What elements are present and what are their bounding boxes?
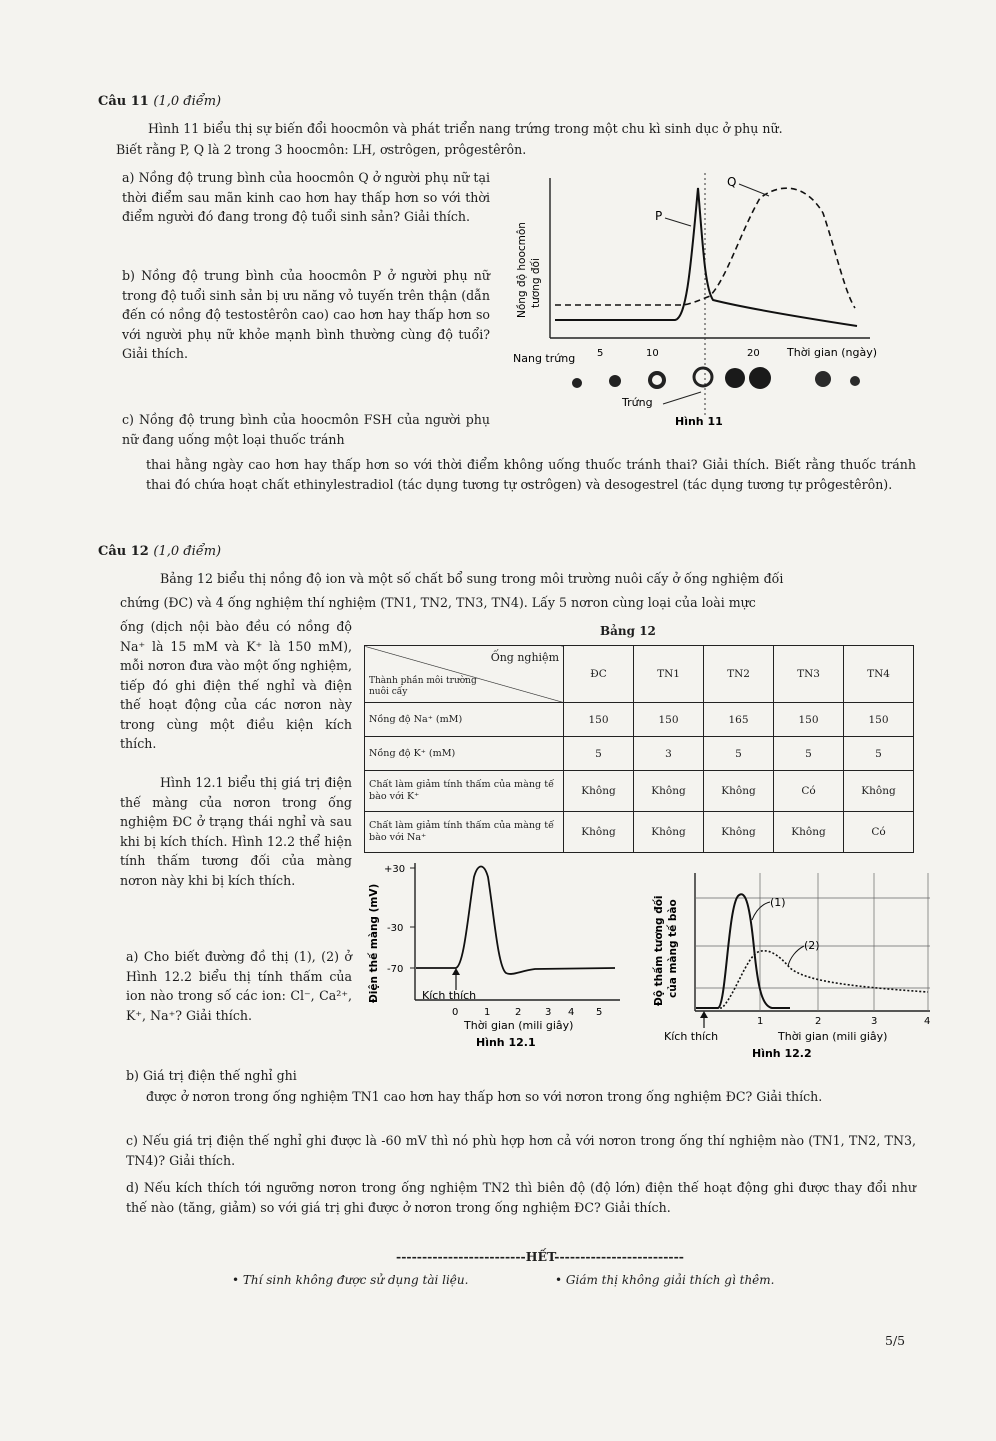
- table-row: [365, 812, 914, 853]
- table12-header-row: [365, 646, 914, 703]
- q12-part-c: c) Nếu giá trị điện thế nghỉ ghi được là -60 mV thì nó phù hợp hơn cả với nơron trong ống thí nghiệm nào (TN1, TN2, TN3, TN4)? Giải thích.: [126, 1133, 916, 1168]
- table-row: [365, 737, 914, 771]
- q12-title: Câu 12: [98, 544, 149, 559]
- table12-col-tn3: TN3: [774, 646, 844, 703]
- fig121-xtick: 1: [484, 1007, 491, 1018]
- fig11-tick-10: 10: [646, 348, 659, 359]
- table12-header-bottom: Thành phần môi trường nuôi cấy: [369, 676, 477, 697]
- fig11-egg-pointer: [663, 392, 701, 404]
- table-cell: 150: [844, 703, 914, 737]
- fig11-caption: Hình 11: [675, 415, 723, 428]
- table-cell: 165: [704, 703, 774, 737]
- table-cell: Không: [774, 812, 844, 853]
- q11-part-a: a) Nồng độ trung bình của hoocmôn Q ở người phụ nữ tại thời điểm sau mãn kinh cao hơn hay thấp hơn so với thời điểm người đó đang trong độ tuổi sinh sản? Giải thích.: [122, 170, 490, 224]
- table-cell: 3: [634, 737, 704, 771]
- table12-caption: Bảng 12: [600, 624, 656, 638]
- fig121-ytick: -30: [387, 923, 404, 934]
- fig121-ytick: +30: [384, 864, 406, 875]
- table12-col-tn1: TN1: [634, 646, 704, 703]
- fig121-xtick: 2: [515, 1007, 522, 1018]
- fig122-ylabel-1: Độ thấm tương đối: [653, 895, 665, 1006]
- table-row: [365, 771, 914, 812]
- footer-note-1: • Thí sinh không được sử dụng tài liệu.: [232, 1273, 469, 1287]
- fig11-egg-label: Trứng: [622, 396, 653, 409]
- table12-col-tn4: TN4: [844, 646, 914, 703]
- fig121-stimulus-arrowhead: [452, 968, 460, 975]
- q11-intro-1: Hình 11 biểu thị sự biến đổi hoocmôn và phát triển nang trứng trong một chu kì sinh dục ở phụ nữ.: [148, 121, 783, 136]
- fig11-ylabel-2: tương đối: [530, 258, 542, 308]
- fig121-xtick: 0: [452, 1007, 459, 1018]
- q12-part-b-1: b) Giá trị điện thế nghỉ ghi: [126, 1068, 297, 1083]
- table12-row-label: Chất làm giảm tính thấm của màng tế bào với Na⁺: [365, 812, 564, 853]
- table-cell: Không: [564, 771, 634, 812]
- table-cell: Không: [704, 812, 774, 853]
- table-cell: Không: [634, 771, 704, 812]
- table-12: [364, 645, 914, 853]
- table-cell: 5: [844, 737, 914, 771]
- fig11-corpus-2: [749, 367, 771, 389]
- q11-part-b: b) Nồng độ trung bình của hoocmôn P ở người phụ nữ trong độ tuổi sinh sản bị ưu năng vỏ tuyến trên thận (dẫn đến có nồng độ testostêrôn cao) cao hơn hay thấp hơn so với người phụ nữ khỏe mạnh bình thường cùng độ tuổi? Giải thích.: [122, 268, 490, 361]
- fig121-ylabel: Điện thế màng (mV): [368, 883, 380, 1003]
- fig121-action-potential-curve: [416, 867, 615, 974]
- q11-part-c-2: thai hằng ngày cao hơn hay thấp hơn so với thời điểm không uống thuốc tránh thai? Giải thích. Biết rằng thuốc tránh thai đó chứa hoạt chất ethinylestradiol (tác dụng tương tự ơstrôgen) và desogestrel (tác dụng tương tự prôgestêrôn).: [146, 457, 916, 492]
- q12-part-a: a) Cho biết đường đồ thị (1), (2) ở Hình 12.2 biểu thị tính thấm của ion nào trong số các ion: Cl⁻, Ca²⁺, K⁺, Na⁺? Giải thích.: [126, 949, 352, 1023]
- fig121-xtick: 4: [568, 1007, 575, 1018]
- q11-points: (1,0 điểm): [153, 94, 222, 109]
- table-cell: Không: [844, 771, 914, 812]
- figure-11: [505, 168, 915, 433]
- table-cell: 5: [564, 737, 634, 771]
- fig122-ylabel-2: của màng tế bào: [667, 899, 679, 998]
- fig11-tick-20: 20: [747, 348, 760, 359]
- table12-col-tn2: TN2: [704, 646, 774, 703]
- table-row: [365, 703, 914, 737]
- q12-heading: [98, 544, 221, 559]
- footer-note-2: • Giám thị không giải thích gì thêm.: [555, 1273, 775, 1287]
- fig121-ytick: -70: [387, 964, 404, 975]
- q11-part-c-1: c) Nồng độ trung bình của hoocmôn FSH của người phụ nữ đang uống một loại thuốc tránh: [122, 412, 490, 447]
- fig11-tick-5: 5: [597, 348, 604, 359]
- table-cell: 150: [564, 703, 634, 737]
- table12-col-dc: ĐC: [564, 646, 634, 703]
- q11-intro-2: Biết rằng P, Q là 2 trong 3 hoocmôn: LH, ơstrôgen, prôgestêrôn.: [116, 142, 527, 157]
- figure-12-1: [360, 855, 625, 1065]
- table12-corner-cell: [365, 646, 564, 703]
- fig121-stimulus-label: Kích thích: [422, 989, 477, 1002]
- q12-intro-1: Bảng 12 biểu thị nồng độ ion và một số chất bổ sung trong môi trường nuôi cấy ở ống nghiệm đối: [160, 571, 784, 586]
- q11-heading: [98, 94, 221, 109]
- table12-row-label: Nồng độ Na⁺ (mM): [365, 703, 564, 737]
- fig11-corpus-3: [815, 371, 831, 387]
- fig11-corpus-4: [850, 376, 860, 386]
- q12-part-d: d) Nếu kích thích tới ngưỡng nơron trong ống nghiệm TN2 thì biên độ (độ lớn) điện thế hoạt động ghi được thay đổi như thế nào (tăng, giảm) so với giá trị ghi được ở nơron trong ống nghiệm ĐC? Giải thích.: [126, 1180, 916, 1215]
- fig122-xtick: 3: [871, 1016, 878, 1027]
- fig122-xtick: 4: [924, 1016, 931, 1027]
- q12-part-b-2: được ở nơron trong ống nghiệm TN1 cao hơn hay thấp hơn so với nơron trong ống nghiệm ĐC? Giải thích.: [146, 1089, 823, 1104]
- fig122-xlabel: Thời gian (mili giây): [778, 1030, 888, 1043]
- fig122-xtick: 1: [757, 1016, 764, 1027]
- q12-intro-4: Hình 12.1 biểu thị giá trị điện thế màng của nơron trong ống nghiệm ĐC ở trạng thái nghỉ và sau khi bị kích thích. Hình 12.2 thể hiện tính thấm tương đối của màng nơron này khi bị kích thích.: [120, 775, 352, 888]
- fig122-stimulus-arrowhead: [700, 1011, 708, 1018]
- fig122-curve-1: [696, 894, 790, 1008]
- fig122-label-2: (2): [804, 939, 820, 952]
- fig11-p-pointer: [665, 218, 691, 226]
- fig122-xtick: 2: [815, 1016, 822, 1027]
- fig122-curve-2: [696, 951, 928, 1008]
- fig11-follicle-2: [609, 375, 621, 387]
- table12-row-label: Nồng độ K⁺ (mM): [365, 737, 564, 771]
- q12-intro-2: chứng (ĐC) và 4 ống nghiệm thí nghiệm (TN1, TN2, TN3, TN4). Lấy 5 nơron cùng loại của loài mực: [120, 595, 756, 610]
- table-cell: Không: [564, 812, 634, 853]
- table-cell: Có: [844, 812, 914, 853]
- table-cell: 150: [774, 703, 844, 737]
- table12-header-top: Ống nghiệm: [490, 651, 559, 664]
- fig122-label-1-pointer: [752, 902, 770, 920]
- fig122-label-2-pointer: [788, 946, 804, 966]
- table-cell: Không: [704, 771, 774, 812]
- fig122-stimulus-label: Kích thích: [664, 1030, 719, 1043]
- fig11-xlabel: Thời gian (ngày): [787, 346, 878, 359]
- fig11-ylabel-1: Nồng độ hoocmôn: [516, 222, 528, 318]
- fig122-label-1: (1): [770, 896, 786, 909]
- q11-title: Câu 11: [98, 94, 149, 109]
- figure-12-2: [640, 868, 935, 1065]
- q12-intro-3: ống (dịch nội bào đều có nồng độ Na⁺ là 15 mM và K⁺ là 150 mM), mỗi nơron đưa vào một ống nghiệm, tiếp đó ghi điện thế nghỉ và điện thế hoạt động của các nơron này trong cùng một điều kiện kích thích.: [120, 619, 352, 751]
- fig11-label-q: Q: [727, 175, 737, 189]
- fig121-xlabel: Thời gian (mili giây): [464, 1019, 574, 1032]
- end-marker: -------------------------HẾT-------------------------: [396, 1249, 684, 1264]
- fig11-corpus-1: [725, 368, 745, 388]
- fig11-label-p: P: [655, 209, 663, 223]
- fig121-xtick: 5: [596, 1007, 603, 1018]
- fig122-caption: Hình 12.2: [752, 1047, 812, 1060]
- table12-row-label: Chất làm giảm tính thấm của màng tế bào với K⁺: [365, 771, 564, 812]
- fig121-xtick: 3: [545, 1007, 552, 1018]
- fig11-q-pointer: [739, 184, 769, 196]
- fig11-follicle-label: Nang trứng: [513, 352, 576, 365]
- page-number: 5/5: [885, 1333, 906, 1348]
- table-cell: Có: [774, 771, 844, 812]
- fig121-caption: Hình 12.1: [476, 1036, 536, 1049]
- table-cell: Không: [634, 812, 704, 853]
- fig11-follicle-3: [650, 373, 664, 387]
- table-cell: 5: [704, 737, 774, 771]
- table-cell: 5: [774, 737, 844, 771]
- fig11-follicle-4: [694, 368, 712, 386]
- fig11-follicle-1: [572, 378, 582, 388]
- q12-points: (1,0 điểm): [153, 544, 222, 559]
- table-cell: 150: [634, 703, 704, 737]
